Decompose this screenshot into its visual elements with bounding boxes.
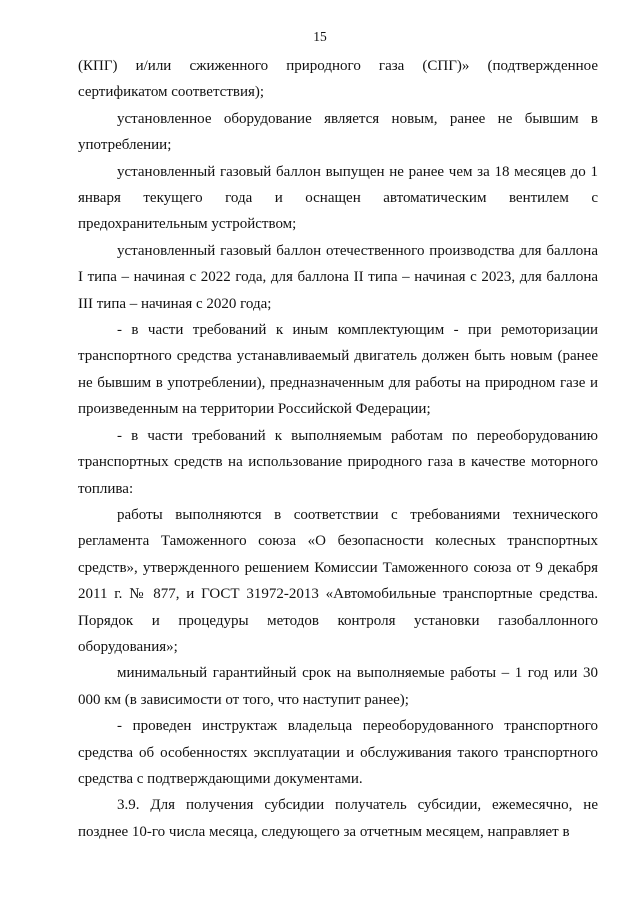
paragraph-cng-certificate: (КПГ) и/или сжиженного природного газа (СПГ)» (подтвержденное сертификатом соответствия); xyxy=(78,58,598,101)
paragraph-technical-regulation: работы выполняются в соответствии с требованиями технического регламента Таможенного союза «О безопасности колесных транспортных средств», утвержденного решением Комиссии Таможенного союза от 9 декабря 2011 г. № 877, и ГОСТ 31972-2013 «Автомобильные транспортные средства. Порядок и процедуры методов контроля установки газобаллонного оборудования»; xyxy=(78,506,598,655)
paragraph-conversion-work: - в части требований к выполняемым работам по переоборудованию транспортных средств на использование природного газа в качестве моторного топлива: xyxy=(78,427,598,497)
paragraph-domestic-cylinder: установленный газовый баллон отечественного производства для баллона I типа – начиная с 2022 года, для баллона II типа – начиная с 2023, для баллона III типа – начиная с 2020 года; xyxy=(78,242,598,312)
paragraph-cylinder-age: установленный газовый баллон выпущен не ранее чем за 18 месяцев до 1 января текущего года и оснащен автоматическим вентилем с предохранительным устройством; xyxy=(78,163,598,233)
paragraph-new-equipment: установленное оборудование является новым, ранее не бывшим в употреблении; xyxy=(78,110,598,154)
document-body xyxy=(78,53,598,845)
page-number: 15 xyxy=(313,29,327,44)
paragraph-subsidy-procedure: 3.9. Для получения субсидии получатель субсидии, ежемесячно, не позднее 10-го числа месяца, следующего за отчетным месяцем, направляет в xyxy=(78,797,598,840)
paragraph-owner-briefing: - проведен инструктаж владельца переоборудованного транспортного средства об особенностях эксплуатации и обслуживания такого транспортного средства с подтверждающими документами. xyxy=(78,718,598,787)
paragraph-other-components: - в части требований к иным комплектующим - при ремоторизации транспортного средства устанавливаемый двигатель должен быть новым (ранее не бывшим в употреблении), предназначенным для работы на природном газе и произведенным на территории Российской Федерации; xyxy=(78,322,598,418)
paragraph-warranty: минимальный гарантийный срок на выполняемые работы – 1 год или 30 000 км (в зависимости от того, что наступит ранее); xyxy=(78,665,598,708)
